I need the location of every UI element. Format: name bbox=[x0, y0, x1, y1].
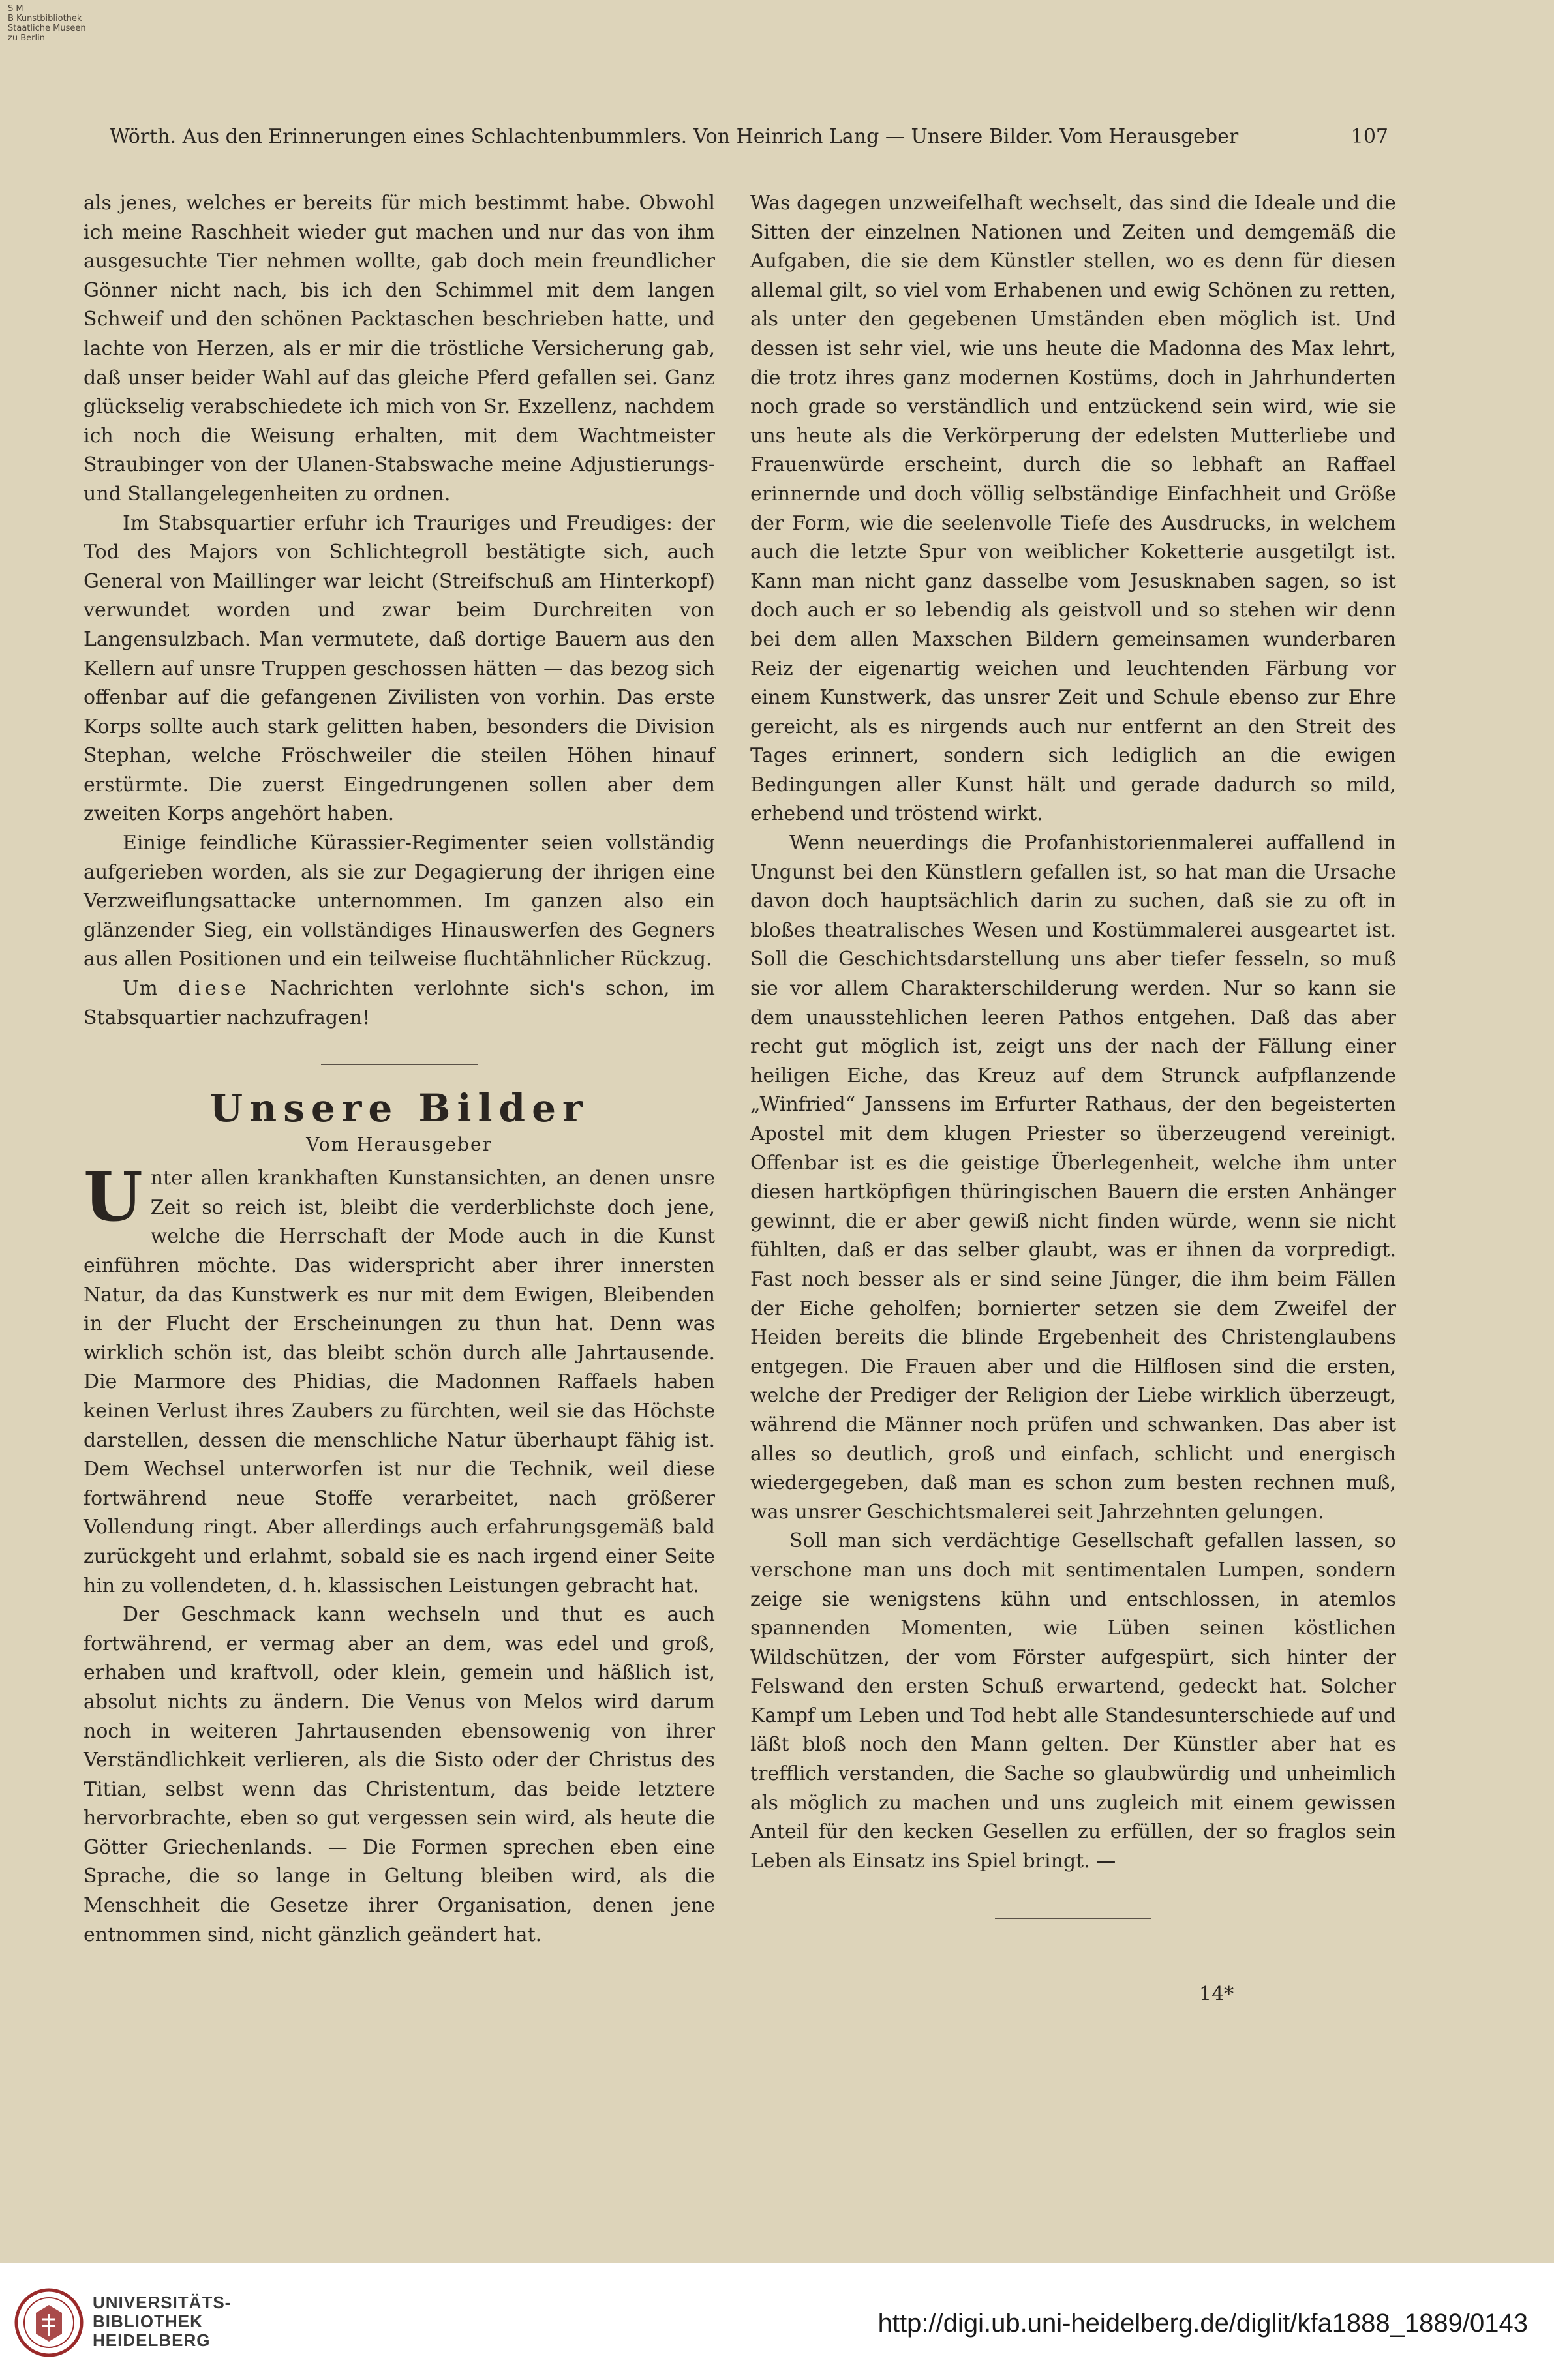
section-title: Unsere Bilder bbox=[209, 1086, 589, 1131]
paragraph bbox=[84, 974, 715, 1032]
text-run: nter allen krankhaften Kunstansichten, an denen unsre Zeit so reich ist, bleibt die verderblichste doch jene, welche die Herrschaft der Mode auch in die Kunst einführen möchte. Das widerspricht aber ihrer innersten Natur, da das Kunstwerk es nur mit dem Ewigen, Bleibenden in der Flucht der Erscheinungen zu thun hat. Denn was wirklich schön ist, das bleibt schön durch alle Jahrtausende. Die Marmore des Phidias, die Madonnen Raffaels haben keinen Verlust ihres Zaubers zu fürchten, weil sie das Höchste darstellen, dessen die menschliche Natur überhaupt fähig ist. Dem Wechsel unterworfen ist nur die Technik, weil diese fortwährend neue Stoffe verarbeitet, nach größerer Vollendung ringt. Aber allerdings auch erfahrungsgemäß bald zurückgeht und erlahmt, sobald sie es nach irgend einer Seite hin zu vollendeten, d. h. klassischen Leistungen gebracht hat. bbox=[84, 1167, 715, 1597]
paragraph: Was dagegen unzweifelhaft wechselt, das sind die Ideale und die Sitten der einzelnen Nationen und Zeiten und demgemäß die Aufgaben, die sie dem Künstler stellen, wo es denn für diesen allemal gilt, so viel vom Erhabenen und ewig Schönen zu retten, als unter den gegebenen Umständen eben möglich ist. Und dessen ist sehr viel, wie uns heute die Madonna des Max lehrt, die trotz ihres ganz modernen Kostüms, doch in Jahrhunderten noch grade so verständlich und entzückend sein wird, wie sie uns heute als die Verkörperung der edelsten Mutterliebe und Frauenwürde erscheint, durch die so lebhaft an Raffael erinnernde und doch völlig selbständige Einfachheit und Größe der Form, wie die seelenvolle Tiefe des Ausdrucks, in welchem auch die letzte Spur von weiblicher Koketterie ausgetilgt ist. Kann man nicht ganz dasselbe vom Jesusknaben sagen, so ist doch auch er so lebendig als geistvoll und so stehen wir denn bei dem allen Maxschen Bildern gemeinsamen wunderbaren Reiz der eigenartig weichen und leuchtenden Färbung vor einem Kunstwerk, das unsrer Zeit und Schule ebenso zur Ehre gereicht, als es nirgends auch nur entfernt an den Streit des Tages erinnert, sondern sich lediglich an die ewigen Bedingungen aller Kunst hält und gerade dadurch so mild, erhebend und tröstend wirkt. bbox=[750, 192, 1396, 826]
stamp-line: B Kunstbibliothek bbox=[8, 14, 82, 23]
signature-mark: 14* bbox=[1199, 1983, 1234, 2006]
logo-line: UNIVERSITÄTS- bbox=[93, 2293, 232, 2312]
text-run: Um bbox=[123, 977, 158, 1001]
right-column bbox=[750, 189, 1396, 1919]
library-stamp bbox=[8, 4, 86, 43]
paragraph: Im Stabsquartier erfuhr ich Trauriges und Freudiges: der Tod des Majors von Schlichtegroll bestätigte sich, auch General von Maillinger war leicht (Streifschuß am Hinterkopf) verwundet worden und zwar beim Durchreiten von Langensulzbach. Man vermutete, daß dortige Bauern aus den Kellern auf unsre Truppen geschossen hätten — das bezog sich offenbar auf die gefangenen Zivilisten von vorhin. Das erste Korps sollte auch stark gelitten haben, besonders die Division Stephan, welche Fröschweiler die steilen Höhen hinauf erstürmte. Die zuerst Eingedrungenen sollen aber dem zweiten Korps angehört haben. bbox=[84, 511, 715, 826]
running-head-text bbox=[110, 125, 1238, 148]
section-author: Vom Herausgeber bbox=[306, 1134, 493, 1156]
logo-line: BIBLIOTHEK bbox=[93, 2312, 203, 2331]
stamp-line: S M bbox=[8, 4, 23, 14]
footer-bar bbox=[0, 2263, 1554, 2380]
page-number: 107 bbox=[1350, 125, 1388, 148]
running-head bbox=[110, 125, 1388, 148]
library-logo-text bbox=[93, 2293, 231, 2350]
drop-cap: U bbox=[84, 1156, 143, 1237]
paragraph bbox=[84, 1156, 715, 1601]
source-url: http://digi.ub.uni-heidelberg.de/diglit/kfa1888_1889/0143 bbox=[877, 2309, 1528, 2338]
running-head-part: — Unsere Bilder. Vom Herausgeber bbox=[879, 125, 1238, 148]
paragraph: Wenn neuerdings die Profanhistorienmalerei auffallend in Ungunst bei den Künstlern gefallen ist, so hat man die Ursache davon doch hauptsächlich darin zu suchen, daß sie zu oft in bloßes theatralisches Wesen und Kostümmalerei ausgeartet ist. Soll die Geschichtsdarstellung uns aber tiefer fesseln, so muß sie vor allem Charakterschilderung werden. Nur so kann sie dem unausstehlichen leeren Pathos entgehen. Daß das aber recht gut möglich ist, zeigt uns der nach der Fällung einer heiligen Eiche, das Kreuz auf dem Strunck aufpflanzende „Winfried“ Janssens im Erfurter Rathaus, der den begeisterten Apostel mit dem klugen Priester so überzeugend vereinigt. Offenbar ist es die geistige Überlegenheit, welche ihm unter diesen hartköpfigen thüringischen Bauern die ersten Anhänger gewinnt, die er aber gewiß nicht finden würde, wenn sie nicht fühlten, daß er das selber glaubt, was er ihnen da vorpredigt. Fast noch besser als er sind seine Jünger, die ihm beim Fällen der Eiche geholfen; bornierter setzen sie dem Zweifel der Heiden bereits die blinde Ergebenheit des Christenglaubens entgegen. Die Frauen aber und die Hilflosen sind die ersten, welche der Prediger der Religion der Liebe wirklich überzeugt, während die Männer noch prüfen und schwanken. Das aber ist alles so deutlich, groß und einfach, schlicht und energisch wiedergegeben, daß man es schon zum besten rechnen muß, was unsrer Geschichtsmalerei seit Jahrzehnten gelungen. bbox=[750, 832, 1396, 1524]
logo-line: HEIDELBERG bbox=[93, 2330, 211, 2350]
left-column bbox=[84, 189, 715, 1950]
emphasized-word: diese bbox=[178, 977, 250, 1001]
paragraph: als jenes, welches er bereits für mich bestimmt habe. Obwohl ich meine Raschheit wieder gut machen und nur das von ihm ausgesuchte Tier nehmen wollte, gab doch mein freundlicher Gönner nicht nach, bis ich den Schimmel mit dem langen Schweif und den schönen Packtaschen beschrieben hatte, und lachte von Herzen, als er mir die tröstliche Versicherung gab, daß unser beider Wahl auf das gleiche Pferd gefallen sei. Ganz glückselig verabschiedete ich mich von Sr. Exzellenz, nachdem ich noch die Weisung erhalten, mit dem Wachtmeister Straubinger von der Ulanen-Stabswache meine Adjustierungs- und Stallangelegenheiten zu ordnen. bbox=[84, 192, 715, 505]
running-head-part: Wörth. Aus den Erinnerungen eines Schlachtenbummlers. Von Heinrich Lang bbox=[110, 125, 879, 148]
paragraph: Soll man sich verdächtige Gesellschaft gefallen lassen, so verschone man uns doch mit sentimentalen Lumpen, sondern zeige sie wenigstens kühn und entschlossen, in atemlos spannenden Momenten, wie Lüben seinen köstlichen Wildschützen, der vom Förster aufgespürt, sich hinter der Felswand den ersten Schuß erwartend, gedeckt hat. Solcher Kampf um Leben und Tod hebt alle Standesunterschiede auf und läßt bloß noch den Mann gelten. Der Künstler aber hat es trefflich verstanden, die Sache so glaubwürdig und unheimlich als möglich zu machen und uns zugleich mit einem gewissen Anteil für den kecken Gesellen zu erfüllen, der so fraglos sein Leben als Einsatz ins Spiel bringt. — bbox=[750, 1529, 1396, 1873]
stamp-line: Staatliche Museen bbox=[8, 23, 86, 33]
paragraph: Einige feindliche Kürassier-Regimenter seien vollständig aufgerieben worden, als sie zur Degagierung der ihrigen eine Verzweiflungsattacke unternommen. Im ganzen also ein glänzender Sieg, ein vollständiges Hinauswerfen des Gegners aus allen Positionen und ein teilweise fluchtähnlicher Rückzug. bbox=[84, 832, 715, 971]
section-divider bbox=[321, 1064, 478, 1065]
stamp-line: zu Berlin bbox=[8, 33, 45, 43]
university-seal-icon bbox=[13, 2287, 85, 2358]
paragraph: Der Geschmack kann wechseln und thut es auch fortwährend, er vermag aber an dem, was edel und groß, erhaben und kraftvoll, oder klein, gemein und häßlich ist, absolut nichts zu ändern. Die Venus von Melos wird darum noch in weiteren Jahrtausenden ebensowenig von ihrer Verständlichkeit verlieren, als die Sisto oder der Christus des Titian, selbst wenn das Christentum, das beide letztere hervorbrachte, eben so gut vergessen sein wird, als heute die Götter Griechenlands. — Die Formen sprechen eben eine Sprache, die so lange in Geltung bleiben wird, als die Menschheit die Gesetze ihrer Organisation, denen jene entnommen sind, nicht gänzlich geändert hat. bbox=[84, 1603, 715, 1946]
text-run: Nachrichten verlohnte sich's schon, im Stabsquartier nachzufragen! bbox=[84, 977, 715, 1029]
end-divider bbox=[995, 1918, 1151, 1919]
